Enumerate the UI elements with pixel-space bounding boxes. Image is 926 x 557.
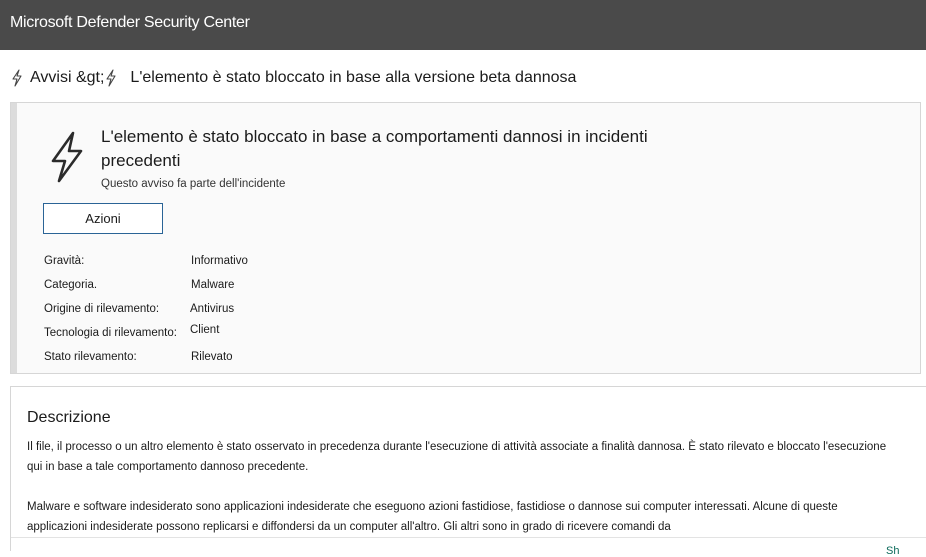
detail-value-detection-source: Antivirus <box>190 303 235 315</box>
detail-value-detection-status: Rilevato <box>191 351 233 363</box>
detail-value-severity: Informativo <box>191 255 248 267</box>
description-paragraph: Il file, il processo o un altro elemento è stato osservato in precedenza durante l'esecuzione di attività associate a finalità dannosa. È stato rilevato e bloccato l'esecuzione qui in base a tale comportamento dannoso precedente. <box>27 441 887 473</box>
breadcrumb-separator: &gt; <box>75 69 105 86</box>
alert-title: L'elemento è stato bloccato in base a comportamenti dannosi in incidenti precedenti <box>101 127 648 170</box>
top-bar <box>0 0 926 50</box>
breadcrumb-parent-label[interactable]: Avvisi <box>30 69 72 86</box>
show-more-link[interactable]: Sh <box>886 545 900 557</box>
description-heading: Descrizione <box>27 409 111 426</box>
lightning-bolt-icon <box>104 69 118 87</box>
detail-value-detection-technology: Client <box>190 324 220 336</box>
detail-label-category: Categoria. <box>44 279 98 291</box>
detail-label-detection-technology: Tecnologia di rilevamento: <box>44 327 177 339</box>
breadcrumb-current: L'elemento è stato bloccato in base alla versione beta dannosa <box>130 69 577 86</box>
lightning-bolt-icon <box>47 131 87 183</box>
detail-value-category: Malware <box>191 279 235 291</box>
detail-label-severity: Gravità: <box>44 255 85 267</box>
divider <box>11 537 926 538</box>
lightning-bolt-icon <box>10 69 24 87</box>
description-card <box>10 386 926 557</box>
alert-summary-card <box>10 102 921 374</box>
detail-label-detection-source: Origine di rilevamento: <box>44 303 160 315</box>
card-accent-bar <box>11 103 17 373</box>
actions-button[interactable]: Azioni <box>43 203 163 234</box>
breadcrumb <box>10 66 576 90</box>
description-paragraph: Malware e software indesiderato sono applicazioni indesiderate che eseguono azioni fastidiose, fastidiose o dannose sui computer interessati. Alcune di queste applicazioni indesiderate possono replicarsi e diffondersi da un computer all'altro. Gli altri sono in grado di ricevere comandi da <box>27 501 838 533</box>
app-title: Microsoft Defender Security Center <box>10 14 250 31</box>
alert-incident-note: Questo avviso fa parte dell'incidente <box>101 178 286 190</box>
detail-label-detection-status: Stato rilevamento: <box>44 351 137 363</box>
breadcrumb-parent[interactable] <box>30 69 104 87</box>
